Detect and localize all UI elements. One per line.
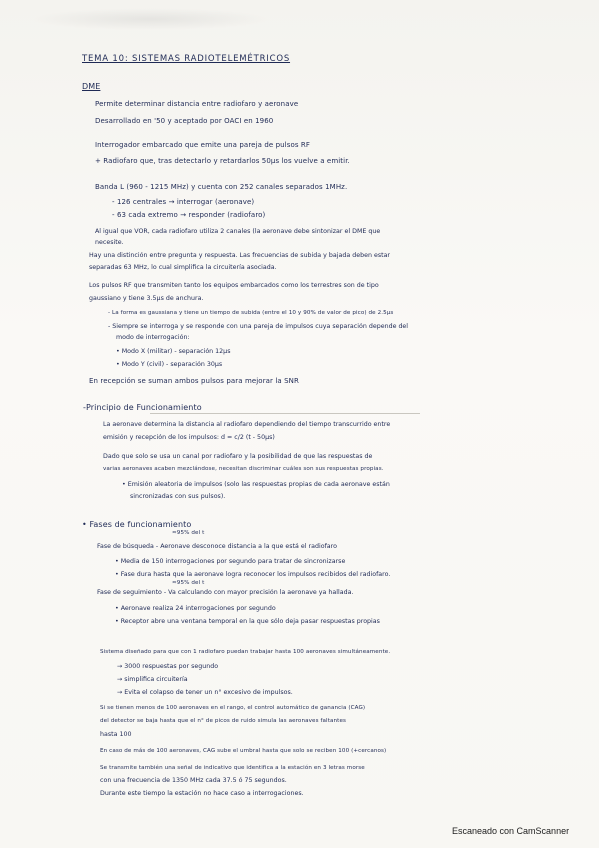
- note-line: Desarrollado en '50 y aceptado por OACI en 1960: [95, 117, 274, 125]
- note-line: Banda L (960 - 1215 MHz) y cuenta con 252 canales separados 1MHz.: [95, 183, 348, 191]
- note-line: Permite determinar distancia entre radiofaro y aeronave: [95, 100, 299, 108]
- note-line: - Siempre se interroga y se responde con una pareja de impulsos cuya separación depende del: [108, 323, 409, 330]
- section-heading-principle: -Principio de Funcionamiento: [83, 403, 202, 412]
- note-line: Interrogador embarcado que emite una pareja de pulsos RF: [95, 141, 311, 149]
- note-line: hasta 100: [100, 731, 132, 738]
- note-line: • Receptor abre una ventana temporal en la que sólo deja pasar respuestas propias: [115, 618, 380, 625]
- phase-time-note: ≈95% del t: [172, 580, 205, 586]
- note-line: necesite.: [95, 239, 124, 246]
- note-line: - 63 cada extremo → responder (radiofaro): [112, 211, 266, 219]
- note-line: • Modo Y (civil) - separación 30µs: [116, 361, 223, 368]
- note-line: + Radiofaro que, tras detectarlo y retardarlos 50µs los vuelve a emitir.: [95, 157, 350, 165]
- note-line: • Modo X (militar) - separación 12µs: [116, 348, 231, 355]
- note-line: del detector se baja hasta que el n° de picos de ruido simula las aeronaves faltantes: [100, 718, 347, 724]
- faded-rule: [150, 413, 420, 414]
- note-line: Sistema diseñado para que con 1 radiofaro puedan trabajar hasta 100 aeronaves simultáneamente.: [100, 649, 391, 655]
- note-line: - La forma es gaussiana y tiene un tiempo de subida (entre el 10 y 90% de valor de pico) de 2.5µs: [108, 310, 394, 316]
- note-line: modo de interrogación:: [116, 334, 190, 341]
- note-line: Si se tienen menos de 100 aeronaves en el rango, el control automático de ganancia (CAG): [100, 705, 366, 711]
- note-line: • Aeronave realiza 24 interrogaciones por segundo: [115, 605, 276, 612]
- section-heading-phases: • Fases de funcionamiento: [82, 520, 192, 529]
- scanner-watermark: Escaneado con CamScanner: [452, 826, 570, 836]
- note-line: → simplifica circuitería: [117, 676, 188, 683]
- note-line: varias aeronaves acaben mezclándose, necesitan discriminar cuáles son sus respuestas propias.: [103, 466, 384, 472]
- note-line: emisión y recepción de los impulsos: d = c/2 (t - 50µs): [103, 434, 275, 441]
- note-line: separadas 63 MHz, lo cual simplifica la circuitería asociada.: [89, 264, 277, 271]
- note-line: En caso de más de 100 aeronaves, CAG sube el umbral hasta que solo se reciben 100 (+cercanos): [100, 748, 387, 754]
- note-line: → 3000 respuestas por segundo: [117, 663, 219, 670]
- note-line: Durante este tiempo la estación no hace caso a interrogaciones.: [100, 790, 304, 797]
- note-line: Fase de seguimiento - Va calculando con mayor precisión la aeronave ya hallada.: [97, 589, 354, 596]
- note-line: Se transmite también una señal de indicativo que identifica a la estación en 3 letras morse: [100, 765, 365, 771]
- phase-time-note: ≈95% del t: [172, 530, 205, 536]
- note-line: La aeronave determina la distancia al radiofaro dependiendo del tiempo transcurrido entre: [103, 421, 391, 428]
- note-line: gaussiano y tiene 3.5µs de anchura.: [89, 295, 204, 302]
- note-line: - 126 centrales → interrogar (aeronave): [112, 198, 255, 206]
- note-line: Al igual que VOR, cada radiofaro utiliza 2 canales (la aeronave debe sintonizar el DME que: [95, 228, 381, 235]
- note-line: Hay una distinción entre pregunta y respuesta. Las frecuencias de subida y bajada deben estar: [89, 252, 391, 259]
- note-line: Dado que solo se usa un canal por radiofaro y la posibilidad de que las respuestas de: [103, 453, 373, 460]
- faded-header-mark: [30, 8, 270, 30]
- page-title: TEMA 10: SISTEMAS RADIOTELEMÉTRICOS: [82, 54, 291, 64]
- note-line: → Evita el colapso de tener un n° excesivo de impulsos.: [117, 689, 293, 696]
- note-line: • Media de 150 interrogaciones por segundo para tratar de sincronizarse: [115, 558, 346, 565]
- note-line: sincronizadas con sus pulsos).: [130, 493, 226, 500]
- note-line: En recepción se suman ambos pulsos para mejorar la SNR: [89, 377, 299, 385]
- note-line: con una frecuencia de 1350 MHz cada 37.5 ó 75 segundos.: [100, 777, 287, 784]
- section-heading-dme: DME: [82, 82, 101, 91]
- note-line: Los pulsos RF que transmiten tanto los equipos embarcados como los terrestres son de tipo: [89, 282, 379, 289]
- note-line: • Fase dura hasta que la aeronave logra reconocer los impulsos recibidos del radiofaro.: [115, 571, 391, 578]
- note-line: • Emisión aleatoria de impulsos (solo las respuestas propias de cada aeronave están: [122, 481, 390, 488]
- note-line: Fase de búsqueda - Aeronave desconoce distancia a la que está el radiofaro: [97, 543, 337, 550]
